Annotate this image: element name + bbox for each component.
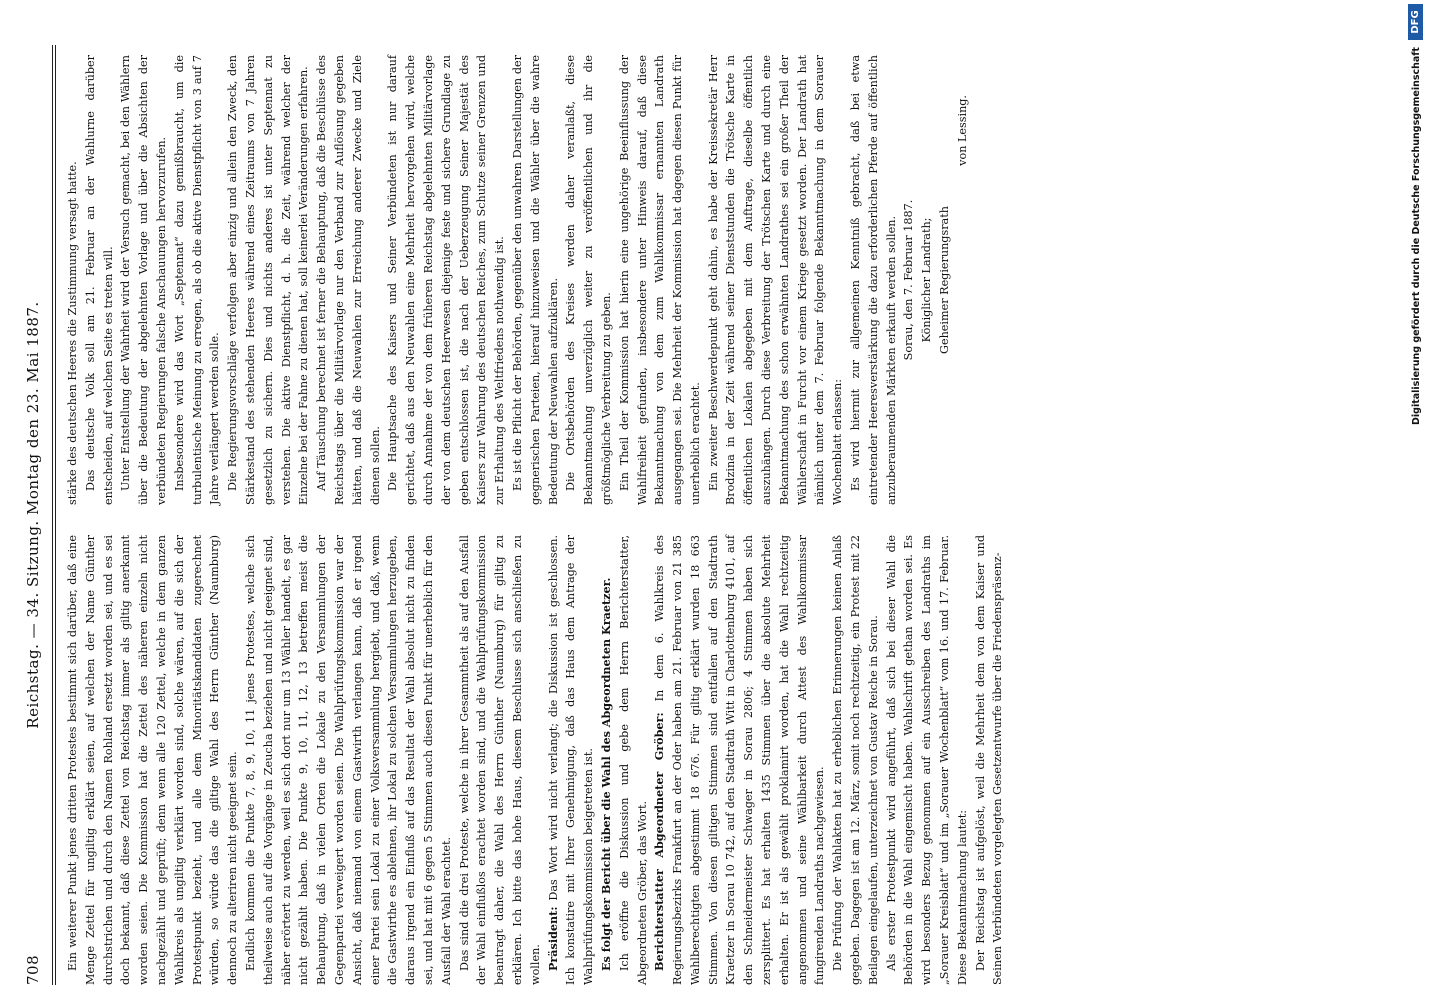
speaker-text: In dem 6. Wahlkreis des Regierungsbezirks Frankfurt an der Oder haben am 21. Februar von 21 385 Wahlberechtigten abgestimmt 18 676. Für giltig erklärt wurden 18 663 Stimmen. Von diesen giltigen Stimmen sind entfallen auf den Stadtrath Kraetzer in Sorau 10 742, auf den Stadtrath Witt in Charlottenburg 4101, auf den Schneidermeister Schwager in Sorau 2806; 4 Stimmen haben sich zersplittert. Es hat erhalten 1435 Stimmen über die absolute Mehrheit erhalten. Er ist als gewählt proklamirt worden, hat die Wahl rechtzeitig angenommen und seine Wählbarkeit durch Attest des Wahlkommissar fungirenden Landraths nachgewiesen. xyxy=(653,534,827,985)
paragraph: Es wird hiermit zur allgemeinen Kenntniß gebracht, daß bei etwa eintretender Heeresverstärkung die dazu erforderlichen Pferde auf öffentlich anzuberaumenden Märkten erkauft werden sollen. xyxy=(849,55,898,505)
paragraph: Endlich kommen die Punkte 7, 8, 9, 10, 11 jenes Protestes, welche sich theilweise auch auf die Vorgänge in Zeucha beziehen und nicht geeignet sind, näher erörtert zu werden, weil es sich dort nur um 13 Wähler handelt, es gar nicht gezählt haben. Die Punkte 9, 10, 11, 12, 13 betreffen meist die Behauptung, daß in vielen Orten die Lokale zu den Versammlungen der Gegenpartei verweigert worden seien. Die Wahlprüfungskommission war der Ansicht, daß niemand von einem Gastwirth verlangen kann, daß er irgend einer Partei sein Lokal zu einer Volksversammlung hergiebt, und daß, wenn die Gastwirthe es ablehnen, ihr Lokal zu solchen Versammlungen herzugeben, daraus irgend ein Einfluß auf das Resultat der Wahl absolut nicht zu finden sei, und hat mit 6 gegen 5 Stimmen auch diesen Punkt für unerheblich für den Ausfall der Wahl erachtet. xyxy=(243,535,453,985)
signature-title: Königlicher Landrath; xyxy=(920,217,934,343)
paragraph: Es ist die Pflicht der Behörden, gegenüber den unwahren Darstellungen der gegnerischen Parteien, hierauf hinzuweisen und die Wähler über die wahre Bedeutung der Neuwahlen aufzuklären. xyxy=(510,55,560,505)
paragraph: Ich eröffne die Diskussion und gebe dem Herrn Berichterstatter, Abgeordneten Gröber, das Wort. xyxy=(617,535,649,985)
rotated-text-block xyxy=(20,45,1410,985)
signature-rank: Geheimer Regierungsrath xyxy=(938,206,952,354)
header-rule-secondary xyxy=(55,45,56,985)
speaker-label: Berichterstatter Abgeordneter Gröber: xyxy=(652,712,667,971)
paragraph xyxy=(651,535,829,985)
paragraph: Als erster Protestpunkt wird angeführt, daß sich bei dieser Wahl die Behörden in die Wahl eingemischt haben. Wahlschrift gethan worden sei. Es wird besonders Bezug genommen auf ein Ausschreiben des Landraths im „Sorauer Kreisblatt“ und im „Sorauer Wochenblatt“ vom 16. und 17. Februar. Diese Bekanntmachung lautet: xyxy=(884,535,969,985)
speaker-text: Das Wort wird nicht verlangt; die Diskussion ist geschlossen. Ich konstatire mit Ihrer Genehmigung, daß das Haus dem Antrage der Wahlprüfungskommission beigetreten ist. xyxy=(546,534,596,985)
page-header xyxy=(22,45,48,985)
paragraph: stärke des deutschen Heeres die Zustimmung versagt hatte. xyxy=(66,161,79,505)
paragraph: Insbesondere wird das Wort „Septennat“ dazu gemißbraucht, um die turbulentische Meinung zu erregen, als ob die aktive Dienstpflicht von 3 auf 7 Jahre verlängert werden solle. xyxy=(172,55,222,505)
funding-notice-rotated xyxy=(1406,0,1428,985)
paragraph xyxy=(545,535,598,985)
header-rule xyxy=(52,45,53,985)
paragraph: Die Ortsbehörden des Kreises werden daher veranlaßt, diese Bekanntmachung unverzüglich weiter zu veröffentlichen und ihr die größtmögliche Verbreitung zu geben. xyxy=(564,55,613,505)
signature-name: von Lessing. xyxy=(955,95,969,166)
left-column xyxy=(64,535,1007,985)
paragraph: Die Regierungsvorschläge verfolgen aber einzig und allein den Zweck, den Stärkestand des stehenden Heeres während eines Zeitraums von 7 Jahren gesetzlich zu sichern. Dies und nichts anderes ist unter Septennat zu verstehen. Die aktive Dienstpflicht, d. h. die Zeit, während welcher der Einzelne bei der Fahne zu dienen hat, soll keinerlei Veränderungen erfahren. xyxy=(226,55,311,505)
paragraph: Das deutsche Volk soll am 21. Februar an der Wahlurne darüber entscheiden, auf welchen Seite es treten will. xyxy=(83,55,115,505)
paragraph: Die Hauptsache des Kaisers und Seiner Verbündeten ist nur darauf gerichtet, daß aus den Neuwahlen eine Mehrheit hervorgehen wird, welche durch Annahme der von dem früheren Reichstag abgelehnten Militärvorlage der von dem deutschen Heerwesen diejenige feste und sichere Grundlage zu geben entschlossen ist, die nach der Ueberzeugung Seiner Majestät des Kaisers zur Wahrung des deutschen Reiches, zum Schutze seiner Grenzen und zur Erhaltung des Weltfriedens nothwendig ist. xyxy=(386,55,507,505)
paragraph: Das sind die drei Proteste, welche in ihrer Gesammtheit als auf den Ausfall der Wahl einflußlos erachtet worden sind, und die Wahlprüfungskommission beantragt daher, die Wahl des Herrn Günther (Naumburg) für giltig zu erklären. Ich bitte das hohe Haus, diesem Beschlusse sich anschließen zu wollen. xyxy=(457,535,542,985)
agenda-item: Es folgt der Bericht über die Wahl des Abgeordneten Kraetzer. xyxy=(598,577,613,971)
paragraph: Die Prüfung der Wahlakten hat zu erheblichen Erinnerungen keinen Anlaß gegeben. Dagegen ist am 12. März, somit noch rechtzeitig, ein Protest mit 22 Beilagen eingelaufen, unterzeichnet von Gustav Reiche in Sorau. xyxy=(831,535,880,985)
paragraph: Ein Theil der Kommission hat hierin eine ungehörige Beeinflussung der Wahlfreiheit gefunden, insbesondere unter Hinweis darauf, daß diese Bekanntmachung von dem zum Wahlkommissar ernannten Landrath ausgegangen sei. Die Mehrheit der Kommission hat dagegen diesen Punkt für unerheblich erachtet. xyxy=(617,55,702,505)
date-line: Sorau, den 7. Februar 1887. xyxy=(902,199,916,361)
paragraph: Auf Täuschung berechnet ist ferner die Behauptung, daß die Beschlüsse des Reichstags über die Militärvorlage nur den Verband zur Auflösung gegeben hätten, und daß die Neuwahlen zur Erreichung anderer Zwecke und Ziele dienen sollen. xyxy=(315,55,382,505)
paragraph: Ein zweiter Beschwerdepunkt geht dahin, es habe der Kreissekretär Herr Brodzina in der Zeit während seiner Dienststunden die Trötsche Karte in öffentlichen Lokalen abgegeben mit dem Auftrage, dieselbe öffentlich auszuhängen. Durch diese Verbreitung der Trötschen Karte und durch eine Bekanntmachung des schon erwähnten Landrathes sei ein großer Theil der Wählerschaft in Furcht vor einem Kriege gesetzt worden. Der Landrath hat nämlich unter dem 7. Februar folgende Bekanntmachung in dem Sorauer Wochenblatt erlassen: xyxy=(706,55,845,505)
funding-notice xyxy=(1404,0,1426,1000)
funding-notice-text: Digitalisierung gefördert durch die Deutsche Forschungsgemeinschaft xyxy=(1411,47,1422,425)
page-number: 708 xyxy=(24,954,42,985)
paragraph: Der Reichstag ist aufgelöst, weil die Mehrheit dem von dem Kaiser und Seinen Verbündeten vorgelegten Gesetzentwurfe über die Friedenspräsenz- xyxy=(973,535,1005,985)
dfg-logo: DFG xyxy=(1408,4,1423,40)
paragraph: Ein weiterer Punkt jenes dritten Protestes bestimmt sich darüber, daß eine Menge Zettel für ungiltig erklärt seien, auf welchen der Name Günther durchstrichen und durch den Namen Rohland ersetzt worden sei, und es sei doch bekannt, daß diese Zettel von Reichstag immer als giltig anerkannt worden seien. Die Kommission hat die Zettel des näheren einzeln nicht nachgezählt und geprüft; denn wenn alle 120 Zettel, welche in dem ganzen Wahlkreis als ungiltig verklärt worden sind, solche wären, auf die sich der Protestpunkt bezieht, und alle dem Minoritätskandidaten zugerechnet würden, so würde das die giltige Wahl des Herrn Günther (Naumburg) dennoch zu alteriren nicht geeignet sein. xyxy=(66,535,240,985)
speaker-label: Präsident: xyxy=(545,906,560,971)
paragraph: Unter Entstellung der Wahrheit wird der Versuch gemacht, bei den Wählern über die Bedeutung der abgelehnten Vorlage und über die Absichten der verbündeten Regierungen falsche Anschauungen hervorzurufen. xyxy=(119,55,168,505)
running-title: Reichstag. — 34. Sitzung. Montag den 23. Mai 1887. xyxy=(24,301,42,729)
right-column xyxy=(64,55,972,505)
